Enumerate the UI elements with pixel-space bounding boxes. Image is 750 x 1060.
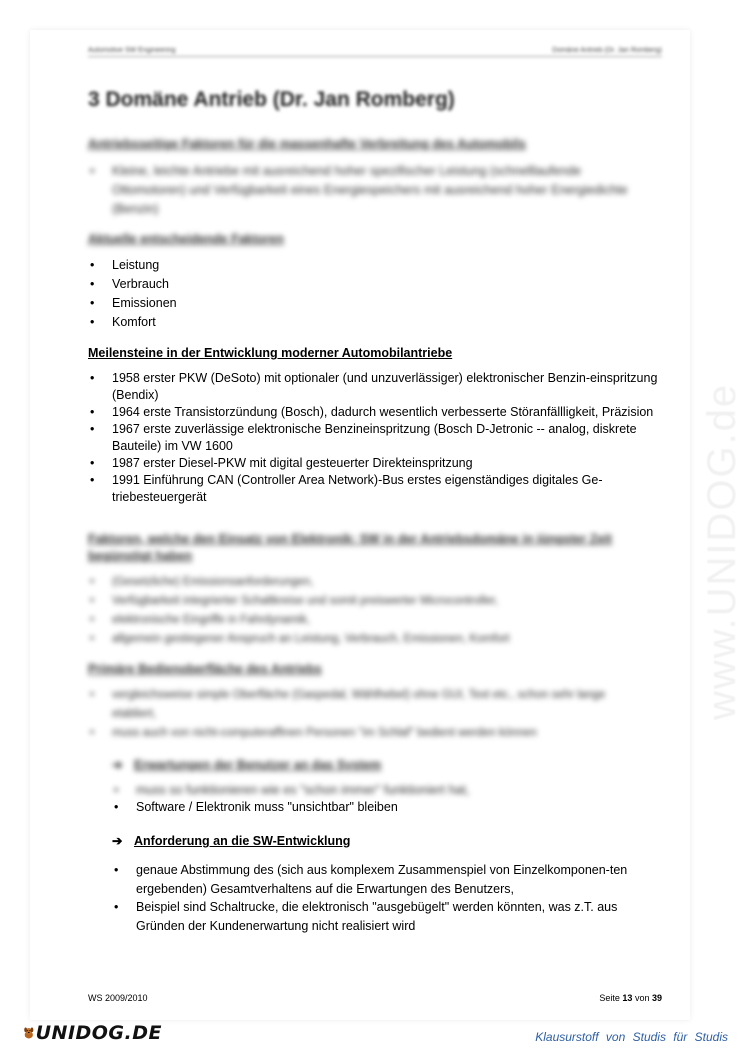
- list-item: • genaue Abstimmung des (sich aus komplexem Zusammenspiel von Einzelkomponen-ten ergebenden) Gesamtverhaltens auf die Erwartungen des Benutzers,: [112, 861, 668, 898]
- section-electronics-factors-list: [88, 573, 668, 649]
- list-item: • 1991 Einführung CAN (Controller Area Network)-Bus erstes eigenständiges digitales Ge-triebesteuergerät: [88, 472, 668, 506]
- header-left: Automotive SW Engineering: [88, 47, 176, 54]
- list-item: • elektronische Eingriffe in Fahrdynamik,: [88, 611, 668, 630]
- unidog-logo[interactable]: [22, 1016, 162, 1050]
- list-item: • 1958 erster PKW (DeSoto) mit optionaler (und unzuverlässiger) elektronischer Benzin-einspritzung (Bendix): [88, 370, 668, 404]
- dog-mascot-icon: [22, 1018, 36, 1048]
- section-factors-spread-list: [88, 162, 648, 219]
- list-item: • Beispiel sind Schaltrucke, die elektronisch "ausgebügelt" werden könnten, was z.T. aus Gründen der Kundenerwartung nicht realisiert wird: [112, 898, 668, 935]
- list-item: • muss so funktionieren wie es "schon immer" funktioniert hat,: [112, 782, 652, 799]
- list-item: • vergleichsweise simple Oberfläche (Gaspedal, Wählhebel) ohne GUI, Text etc., schon sehr lange etabliert,: [88, 686, 648, 724]
- list-item: • Leistung: [88, 256, 177, 275]
- list-item: • muss auch von nicht-computeraffinen Personen "im Schlaf" bedient werden können: [88, 724, 648, 743]
- section-current-factors-list: [88, 256, 177, 332]
- section-heading-current-factors: Aktuelle entscheidende Faktoren: [88, 232, 284, 246]
- section-heading-factors-spread: Antriebsseitige Faktoren für die massenhafte Verbreitung des Automobils: [88, 137, 526, 151]
- list-item: • 1987 erster Diesel-PKW mit digital gesteuerter Direkteinspritzung: [88, 455, 668, 472]
- list-item: • 1967 erste zuverlässige elektronische Benzineinspritzung (Bosch D-Jetronic -- analog, diskrete Bauteile) im VW 1600: [88, 421, 668, 455]
- section-heading-user-interface: Primäre Bedienoberfläche des Antriebs: [88, 662, 322, 676]
- page-current: 13: [622, 993, 633, 1003]
- list-item: • Verfügbarkeit integrierter Schaltkreise und somit preiswerter Microcontroller,: [88, 592, 668, 611]
- page-total: 39: [651, 993, 662, 1003]
- heading-label: Erwartungen der Benutzer an das System: [134, 758, 382, 772]
- list-item: • allgemein gestiegener Anspruch an Leistung, Verbrauch, Emissionen, Komfort: [88, 630, 668, 649]
- section-user-interface-list: [88, 686, 648, 743]
- list-item: • Komfort: [88, 313, 177, 332]
- list-item: • Kleine, leichte Antriebe mit ausreichend hoher spezifischer Leistung (schnelllaufende Ottomotoren) und Verfügbarkeit eines Energiespeichers mit ausreichend hoher Energiedichte (Benzin): [88, 162, 648, 219]
- list-item: • Emissionen: [88, 294, 177, 313]
- header-right: Domäne Antrieb (Dr. Jan Romberg): [552, 47, 662, 54]
- watermark: www.UNIDOG.de: [700, 382, 744, 720]
- section-heading-milestones: Meilensteine in der Entwicklung moderner Automobilantriebe: [88, 346, 453, 360]
- section-heading-sw-requirements: [112, 833, 350, 850]
- list-item: • Software / Elektronik muss "unsichtbar" bleiben: [112, 799, 652, 816]
- footer-page-number: [599, 993, 662, 1003]
- heading-label: Anforderung an die SW-Entwicklung: [134, 834, 351, 848]
- footer-semester: WS 2009/2010: [88, 993, 148, 1003]
- tagline: Klausurstoff von Studis für Studis: [535, 1030, 728, 1044]
- list-item: • Verbrauch: [88, 275, 177, 294]
- list-item: • 1964 erste Transistorzündung (Bosch), dadurch wesentlich verbesserte Störanfällligkeit, Präzision: [88, 404, 668, 421]
- section-milestones-list: [88, 370, 668, 506]
- section-sw-requirements-list: [112, 861, 668, 935]
- chapter-title: 3 Domäne Antrieb (Dr. Jan Romberg): [88, 88, 455, 111]
- arrow-right-icon: ➔: [112, 834, 123, 848]
- arrow-right-icon: ➔: [112, 758, 123, 772]
- page-prefix: Seite: [599, 993, 620, 1003]
- running-header: [88, 40, 662, 57]
- section-heading-user-expectations: [112, 757, 381, 774]
- page-of: von: [634, 993, 650, 1003]
- list-item: • (Gesetzliche) Emissionsanforderungen,: [88, 573, 668, 592]
- section-user-expectations-list: [112, 782, 652, 816]
- logo-text: UNIDOG.DE: [35, 1022, 162, 1044]
- section-heading-electronics-factors: Faktoren, welche den Einsatz von Elektronik: SW in der Antriebsdomäne in jüngster Zeit begünstigt haben: [88, 532, 612, 563]
